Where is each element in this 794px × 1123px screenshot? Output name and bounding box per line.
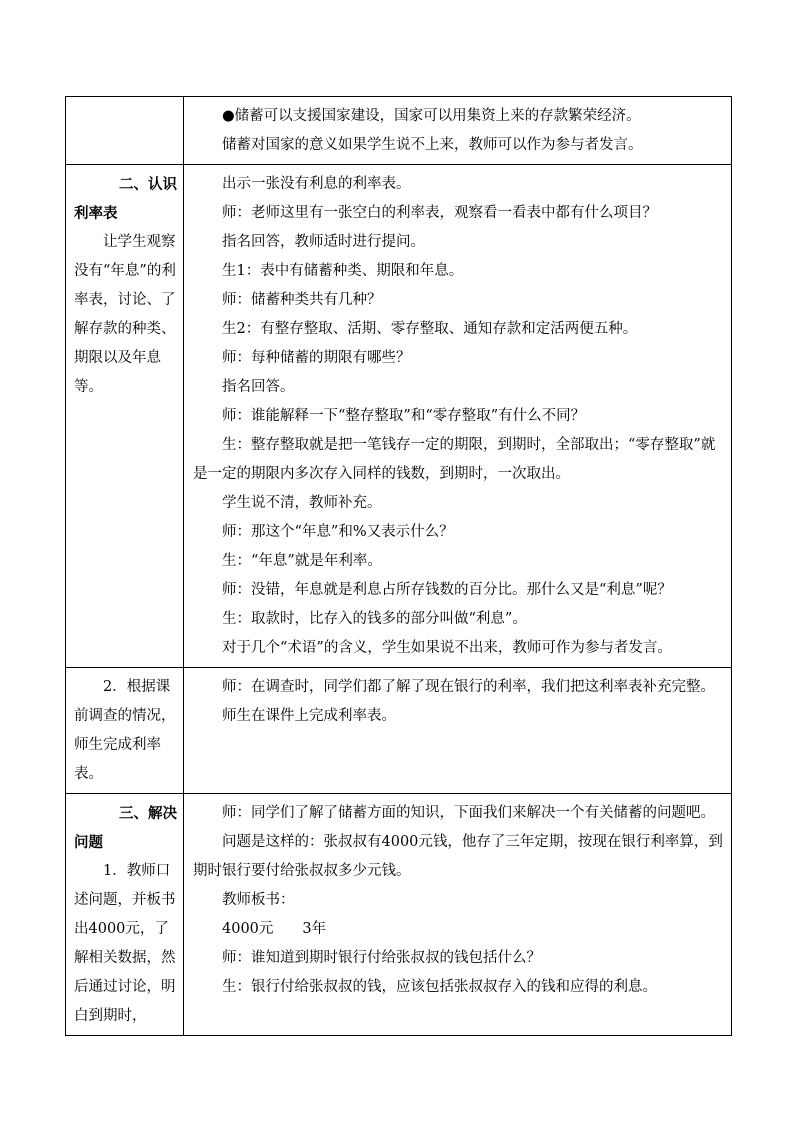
paragraph: 生2：有整存整取、活期、零存整取、通知存款和定活两便五种。 (222, 321, 638, 337)
section-heading-cont: 问题 (74, 834, 103, 851)
right-cell (184, 165, 732, 668)
paragraph: 生：银行付给张叔叔的钱，应该包括张叔叔存入的钱和应得的利息。 (222, 979, 657, 995)
paragraph: 师：没错，年息就是利息占所存钱数的百分比。那什么又是“利息”呢？ (222, 582, 672, 598)
paragraph: 师：谁能解释一下“整存整取”和“零存整取”有什么不同？ (222, 408, 586, 424)
paragraph: 指名回答。 (222, 379, 295, 395)
paragraph: 对于几个“术语”的含义，学生如果说不出来，教师可作为参与者发言。 (222, 640, 672, 656)
section-heading-cont: 利率表 (74, 205, 118, 222)
paragraph: ●储蓄可以支援国家建设，国家可以用集资上来的存款繁荣经济。 (222, 108, 641, 124)
paragraph: 师：同学们了解了储蓄方面的知识，下面我们来解决一个有关储蓄的问题吧。 (222, 805, 715, 821)
left-cell (66, 668, 184, 794)
paragraph: 师：在调查时，同学们都了解了现在银行的利率，我们把这利率表补充完整。 (222, 679, 715, 695)
paragraph: 4000元 3年 (222, 921, 327, 937)
paragraph: 师：那这个“年息”和%又表示什么？ (222, 524, 454, 540)
paragraph: 学生说不清，教师补充。 (222, 495, 382, 511)
table-row (66, 165, 732, 668)
paragraph: 出示一张没有利息的利率表。 (222, 176, 411, 192)
left-cell (66, 165, 184, 668)
section-heading: 二、认识 (119, 176, 177, 193)
lesson-plan-table (65, 96, 732, 1036)
paragraph: 指名回答，教师适时进行提问。 (222, 234, 425, 250)
right-cell (184, 794, 732, 1036)
table-row (66, 668, 732, 794)
section-heading: 三、解决 (119, 805, 177, 822)
left-cell (66, 97, 184, 165)
table-row (66, 97, 732, 165)
paragraph: 师：老师这里有一张空白的利率表，观察看一看表中都有什么项目？ (222, 205, 657, 221)
paragraph: 生1：表中有储蓄种类、期限和年息。 (222, 263, 464, 279)
paragraph: 师生在课件上完成利率表。 (222, 708, 396, 724)
section-goal: 1．教师口述问题，并板书出4000元，了解相关数据，然后通过讨论，明白到期时， (74, 863, 176, 1024)
paragraph: 师：储蓄种类共有几种？ (222, 292, 382, 308)
paragraph: 储蓄对国家的意义如果学生说不上来，教师可以作为参与者发言。 (222, 137, 643, 153)
left-cell (66, 794, 184, 1036)
paragraph: 师：谁知道到期时银行付给张叔叔的钱包括什么？ (222, 950, 541, 966)
paragraph: 生：“年息”就是年利率。 (222, 553, 382, 569)
section-goal: 让学生观察没有“年息”的利率表，讨论、了解存款的种类、期限以及年息等。 (74, 234, 176, 395)
paragraph: 生：整存整取就是把一笔钱存一定的期限，到期时，全部取出；“零存整取”就是一定的期限内多次存入同样的钱数，到期时，一次取出。 (193, 437, 716, 482)
table-row (66, 794, 732, 1036)
paragraph: 师：每种储蓄的期限有哪些？ (222, 350, 411, 366)
paragraph: 生：取款时，比存入的钱多的部分叫做“利息”。 (222, 611, 527, 627)
right-cell (184, 668, 732, 794)
section-goal: 2．根据课前调查的情况，师生完成利率表。 (74, 679, 176, 782)
paragraph: 问题是这样的：张叔叔有4000元钱，他存了三年定期，按现在银行利率算，到期时银行要付给张叔叔多少元钱。 (193, 834, 723, 879)
paragraph: 教师板书： (222, 892, 295, 908)
right-cell (184, 97, 732, 165)
